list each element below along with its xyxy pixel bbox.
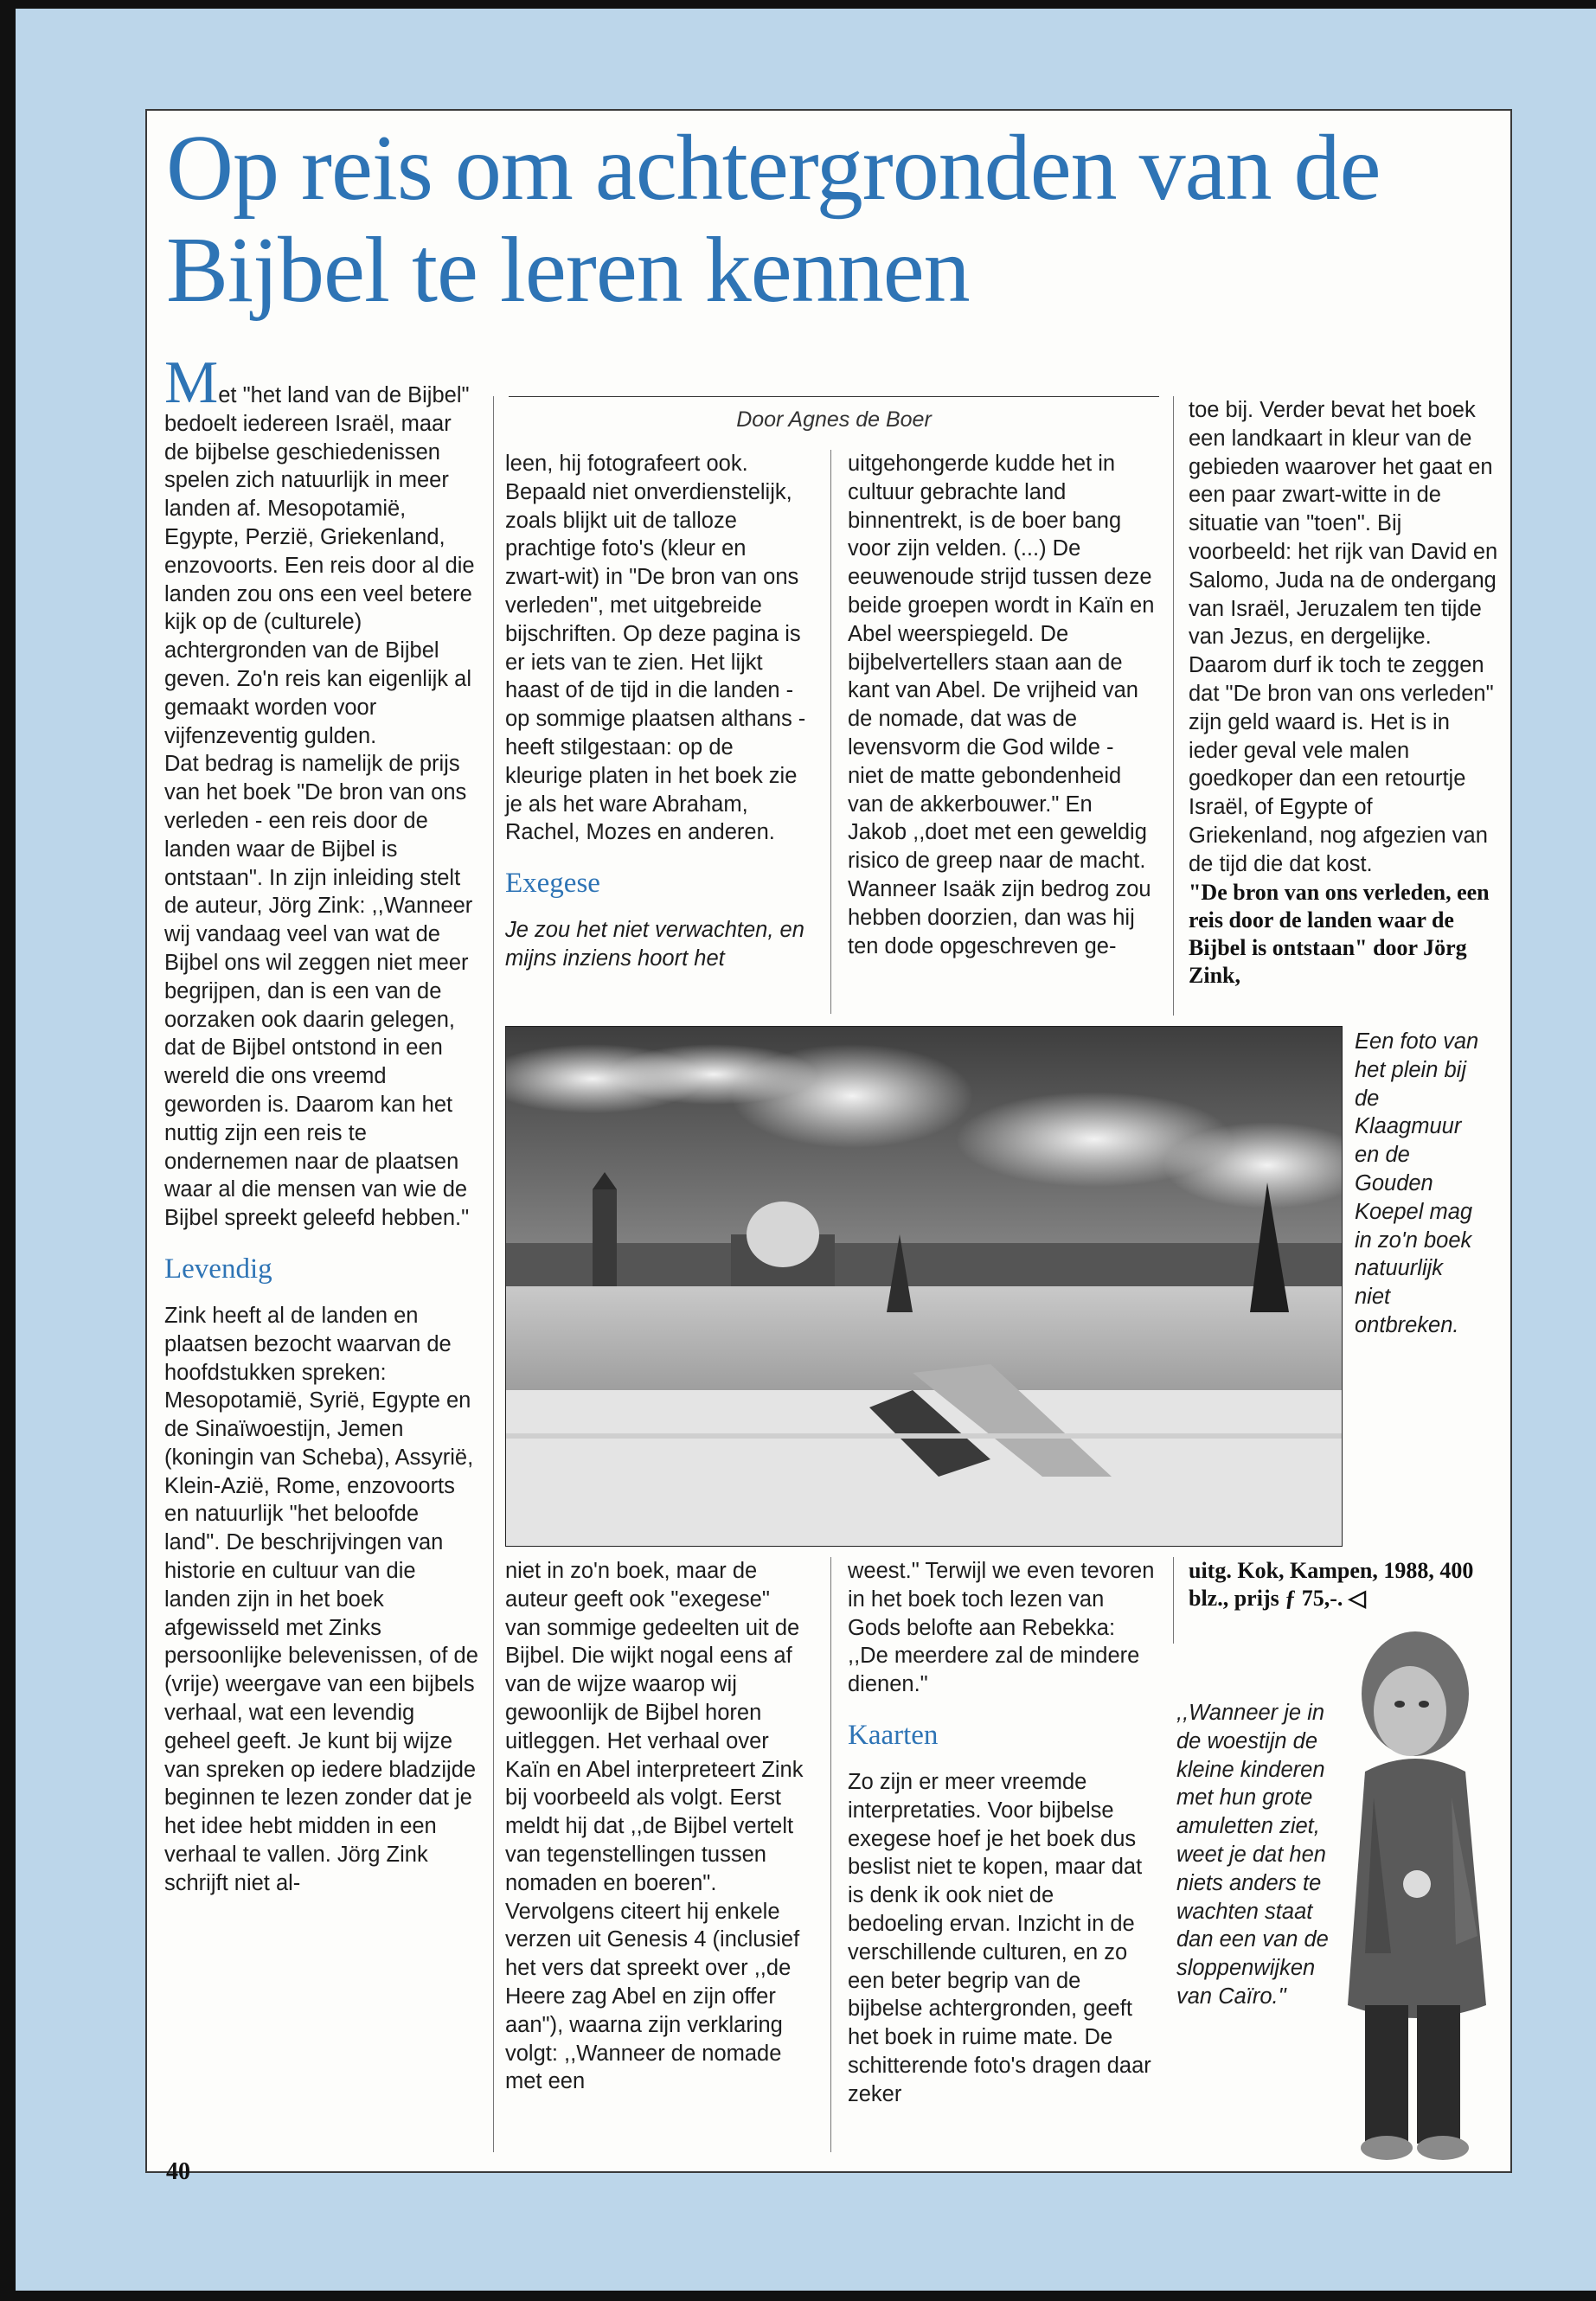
scan-border-left — [0, 0, 16, 2301]
intro-paragraph — [164, 349, 480, 750]
book-title: "De bron van ons verleden, een reis door de landen waar de Bijbel is ontstaan" door Jörg Zink, — [1189, 879, 1490, 988]
article-title: Op reis om achtergronden van de Bijbel te leren kennen — [166, 117, 1381, 322]
paragraph: Zo zijn er meer vreemde interpretaties. Voor bijbelse exegese hoef je het boek dus beslist niet te kopen, maar dat is denk ik ook niet de bedoeling ervan. Inzicht in de verschillende culturen, en zo een beter begrip van de bijbelse achtergronden, geeft het boek in ruime mate. De schitterende foto's dragen daar zeker — [848, 1769, 1151, 2106]
child-caption: ,,Wanneer je in de woestijn de kleine kinderen met hun grote amuletten ziet, weet je dat hen niets anders te wachten staat dan een van de sloppenwijken van Caïro." — [1176, 1701, 1329, 2009]
page-number: 40 — [166, 2158, 190, 2185]
paragraph: uitgehongerde kudde het in cultuur gebrachte land binnentrekt, is de boer bang voor zijn velden. (...) De eeuwenoude strijd tussen deze beide groepen wordt in Kaïn en Abel weerspiegeld. De bijbelvertellers staan aan de kant van Abel. De vrijheid van de nomade, dat was de levensvorm die God wilde - niet de matte gebondenheid van de akkerbouwer." En Jakob ,,doet met een geweldig risico de greep naar de macht. Wanneer Isaäk zijn bedrog zou hebben doorzien, dan was hij ten dode opgeschreven ge- — [848, 452, 1155, 958]
book-publisher: uitg. Kok, Kampen, 1988, 400 blz., prijs ƒ 75,-. ◁ — [1189, 1558, 1474, 1611]
column-1 — [164, 349, 480, 1898]
column-rule — [830, 450, 831, 1014]
column-rule — [493, 396, 494, 2152]
column-3-bottom — [848, 1557, 1155, 2109]
intro-text: et "het land van de Bijbel" bedoelt iedereen Israël, maar de bijbelse geschiedenissen spelen zich natuurlijk in meer landen af. Mesopotamië, Egypte, Perzië, Griekenland, enzovoorts. Een reis door al die landen zou ons een veel betere kijk op de (culturele) achtergronden van de Bijbel geven. Zo'n reis kan eigenlijk al gemaakt worden voor vijfenzeventig gulden. — [164, 383, 475, 748]
paragraph: Dat bedrag is namelijk de prijs van het boek "De bron van ons verleden - een reis door de landen waar de Bijbel is ontstaan". In zijn inleiding stelt de auteur, Jörg Zink: ,,Wanneer wij vandaag veel van wat de Bijbel ons wil zeggen niet meer begrijpen, dan is een van de oorzaken ook daarin gelegen, dat de Bijbel ontstond in een wereld die ons vreemd geworden is. Daarom kan het nuttig zijn een reis te ondernemen naar de plaatsen waar al die mensen van wie de Bijbel spreekt geleefd hebben." — [164, 752, 473, 1231]
photo-western-wall — [505, 1026, 1343, 1547]
scan-border-top — [0, 0, 1596, 9]
byline: Door Agnes de Boer — [509, 396, 1159, 433]
column-4-bottom — [1189, 1557, 1500, 1612]
photo-child — [1313, 1625, 1512, 2173]
column-2-bottom — [505, 1557, 808, 2096]
column-3-top — [848, 450, 1155, 960]
heading-levendig: Levendig — [164, 1253, 272, 1285]
drop-cap: M — [164, 349, 219, 416]
photo-caption: Een foto van het plein bij de Klaagmuur en de Gouden Koepel mag in zo'n boek natuurlijk niet ontbreken. — [1355, 1029, 1479, 1337]
article-page — [145, 109, 1512, 2173]
column-rule — [830, 1557, 831, 2152]
paragraph: Zink heeft al de landen en plaatsen bezocht waarvan de hoofdstukken spreken: Mesopotamië, Syrië, Egypte en de Sinaïwoestijn, Jemen (koningin van Scheba), Assyrië, Klein-Azië, Rome, enzovoorts en natuurlijk "het beloofde land". De beschrijvingen van historie en cultuur van die landen zijn in het boek afgewisseld met Zinks persoonlijke belevenissen, of de (vrije) weergave van een bijbels verhaal, wat een levendig geheel geeft. Je kunt bij wijze van spreken op iedere bladzijde beginnen te lezen zonder dat je het idee hebt midden in een verhaal te vallen. Jörg Zink schrijft niet al- — [164, 1303, 478, 1895]
scan-border-bottom — [0, 2291, 1596, 2301]
paragraph: niet in zo'n boek, maar de auteur geeft ook "exegese" van sommige gedeelten uit de Bijbel. Die wijkt nogal eens af van de wijze waarop wij gewoonlijk de Bijbel horen uitleggen. Het verhaal over Kaïn en Abel interpreteert Zink bij voorbeeld als volgt. Eerst meldt hij dat ,,de Bijbel vertelt van tegenstellingen tussen nomaden en boeren". Vervolgens citeert hij enkele verzen uit Genesis 4 (inclusief het vers dat spreekt over ,,de Heere zag Abel en zijn offer aan"), waarna zijn verklaring volgt: ,,Wanneer de nomade met een — [505, 1559, 804, 2094]
column-rule — [1173, 396, 1174, 1016]
paragraph: leen, hij fotografeert ook. Bepaald niet onverdienstelijk, zoals blijkt uit de talloze prachtige foto's (kleur en zwart-wit) in "De bron van ons verleden", met uitgebreide bijschriften. Op deze pagina is er iets van te zien. Het lijkt haast of de tijd in die landen - op sommige plaatsen althans - heeft stilgestaan: op de kleurige platen in het boek zie je als het ware Abraham, Rachel, Mozes en anderen. — [505, 452, 806, 845]
heading-kaarten: Kaarten — [848, 1719, 939, 1751]
column-rule — [1173, 1557, 1174, 1644]
column-2-top — [505, 450, 808, 973]
paragraph: weest." Terwijl we even tevoren in het boek toch lezen van Gods belofte aan Rebekka: ,,De meerdere zal de mindere dienen." — [848, 1559, 1155, 1697]
heading-exegese: Exegese — [505, 868, 600, 900]
paragraph: toe bij. Verder bevat het boek een landkaart in kleur van de gebieden waarover het gaat en een paar zwart-witte in de situatie van "toen". Bij voorbeeld: het rijk van David en Salomo, Juda na de ondergang van Israël, Jeruzalem ten tijde van Jezus, en dergelijke. Daarom durf ik toch te zeggen dat "De bron van ons verleden" zijn geld waard is. Het is in ieder geval vele malen goedkoper dan een retourtje Israël, of Egypte of Griekenland, nog afgezien van de tijd die dat kost. — [1189, 398, 1498, 876]
paragraph: Je zou het niet verwachten, en mijns inziens hoort het — [505, 918, 804, 971]
column-4-top — [1189, 396, 1500, 990]
